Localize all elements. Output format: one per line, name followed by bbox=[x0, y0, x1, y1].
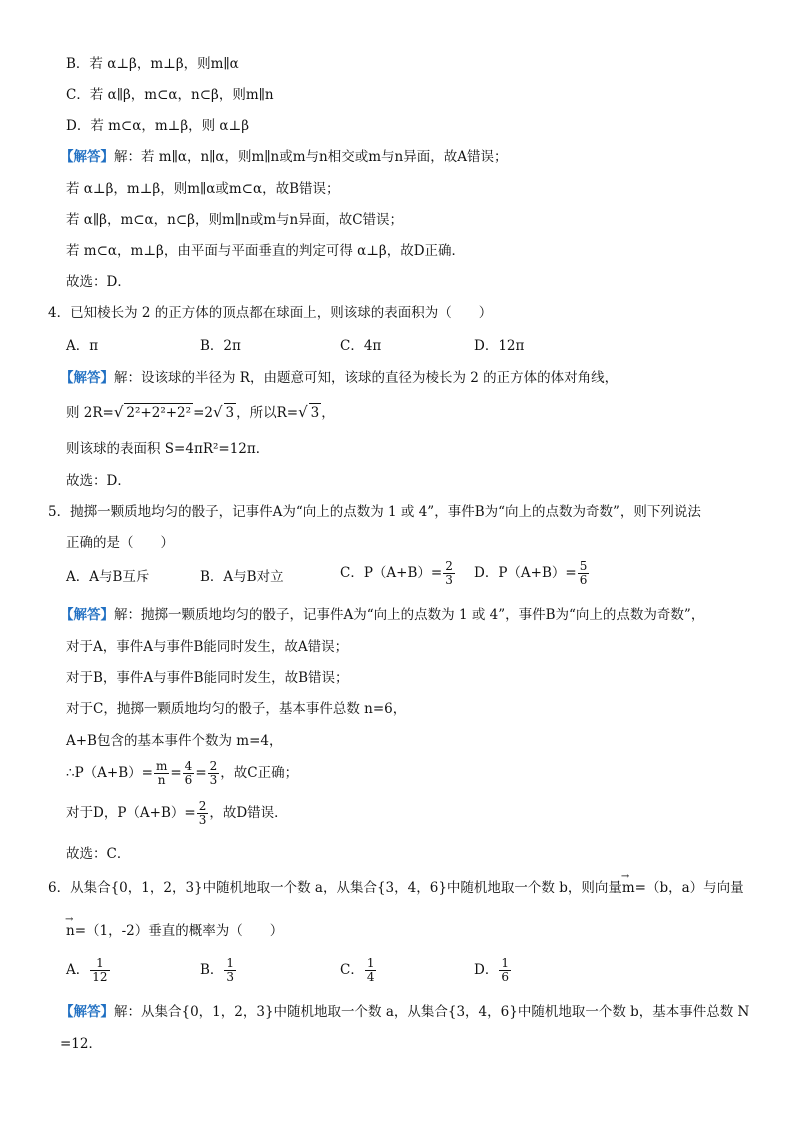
denominator: 4 bbox=[366, 970, 375, 984]
fraction bbox=[224, 957, 236, 984]
answer-tag: 【解答】 bbox=[60, 149, 114, 165]
stem-text: 6．从集合{0，1，2，3}中随机地取一个数 a，从集合{3，4，6}中随机地取一个数 b，则向量 bbox=[48, 880, 622, 896]
sqrt-sign: √ bbox=[113, 403, 124, 421]
fraction bbox=[578, 560, 590, 587]
formula-text: ，故D错误． bbox=[209, 805, 288, 821]
q5-answer-line-2: 对于A，事件A与事件B能同时发生，故A错误； bbox=[66, 639, 349, 655]
fraction bbox=[183, 760, 195, 787]
numerator: 2 bbox=[209, 759, 218, 773]
q3-answer-line-2: 若 α⊥β，m⊥β，则m∥α或m⊂α，故B错误； bbox=[66, 181, 340, 197]
option-text: B． bbox=[200, 962, 224, 978]
formula-text: =2 bbox=[193, 405, 213, 421]
formula-text: 对于D，P（A+B）= bbox=[66, 805, 196, 821]
sqrt-radicand: 2²+2²+2² bbox=[126, 405, 192, 421]
q5-option-c bbox=[340, 560, 456, 587]
fraction bbox=[443, 560, 455, 587]
q4-stem: 4．已知棱长为 2 的正方体的顶点都在球面上，则该球的表面积为（ ） bbox=[48, 305, 493, 321]
answer-text: 解：若 m∥α，n∥α，则m∥n或m与n相交或m与n异面，故A错误； bbox=[114, 149, 508, 165]
q6-option-a bbox=[66, 957, 111, 984]
q5-option-d bbox=[474, 560, 590, 587]
q3-answer-line-1 bbox=[60, 148, 507, 166]
numerator: 1 bbox=[90, 957, 109, 971]
q5-answer-line-5: A+B包含的基本事件个数为 m=4， bbox=[66, 733, 283, 749]
denominator: 6 bbox=[184, 773, 193, 787]
denominator: 6 bbox=[579, 573, 588, 587]
q3-answer-line-3: 若 α∥β，m⊂α，n⊂β，则m∥n或m与n异面，故C错误； bbox=[66, 212, 404, 228]
stem-text: =（1，-2）垂直的概率为（ ） bbox=[74, 923, 284, 939]
vector-n: → n bbox=[66, 922, 75, 940]
denominator: n bbox=[157, 773, 166, 787]
q4-option-b: B．2π bbox=[200, 338, 241, 354]
answer-tag: 【解答】 bbox=[60, 607, 114, 623]
denominator: 3 bbox=[226, 970, 235, 984]
answer-text: 解：从集合{0，1，2，3}中随机地取一个数 a，从集合{3，4，6}中随机地取一个数 b，基本事件总数 N bbox=[114, 1004, 750, 1020]
q6-option-c bbox=[340, 957, 377, 984]
stem-text: =（b，a）与向量 bbox=[634, 880, 744, 896]
q4-option-c: C．4π bbox=[340, 338, 382, 354]
q4-option-d: D．12π bbox=[474, 338, 525, 354]
q4-option-a: A．π bbox=[66, 338, 99, 354]
sqrt-radicand: 3 bbox=[225, 405, 235, 421]
q3-option-b: B．若 α⊥β，m⊥β，则m∥α bbox=[66, 56, 239, 72]
option-text: A． bbox=[66, 962, 90, 978]
numerator: 4 bbox=[184, 759, 193, 773]
formula-text: 则 2R= bbox=[66, 405, 114, 421]
sqrt-sign: √ bbox=[212, 403, 223, 421]
fraction bbox=[208, 760, 220, 787]
sqrt-sign: √ bbox=[298, 403, 308, 421]
numerator: 5 bbox=[579, 559, 588, 573]
q3-option-d: D．若 m⊂α，m⊥β，则 α⊥β bbox=[66, 118, 250, 134]
vector-m: → m bbox=[622, 879, 635, 897]
numerator: 1 bbox=[366, 956, 375, 970]
q5-option-a: A．A与B互斥 bbox=[66, 569, 150, 585]
q3-answer-line-4: 若 m⊂α，m⊥β，由平面与平面垂直的判定可得 α⊥β，故D正确． bbox=[66, 243, 466, 259]
q6-option-b bbox=[200, 957, 237, 984]
answer-tag: 【解答】 bbox=[60, 370, 114, 386]
denominator: 3 bbox=[209, 773, 218, 787]
q5-option-b: B．A与B对立 bbox=[200, 569, 284, 585]
denominator: 6 bbox=[501, 970, 509, 984]
answer-tag: 【解答】 bbox=[60, 1004, 114, 1020]
q4-answer-line-1 bbox=[60, 369, 618, 387]
q3-option-c: C．若 α∥β，m⊂α，n⊂β，则m∥n bbox=[66, 87, 274, 103]
numerator: m bbox=[155, 759, 168, 773]
fraction bbox=[154, 760, 169, 787]
formula-text: = bbox=[195, 765, 207, 781]
q3-choose: 故选：D． bbox=[66, 274, 131, 290]
answer-text: 解：设该球的半径为 R，由题意可知，该球的直径为棱长为 2 的正方体的体对角线， bbox=[114, 370, 619, 386]
numerator: 2 bbox=[445, 559, 453, 573]
q5-answer-line-4: 对于C，抛掷一颗质地均匀的骰子，基本事件总数 n=6， bbox=[66, 701, 407, 717]
q4-answer-line-3: 则该球的表面积 S=4πR²=12π． bbox=[66, 441, 270, 457]
fraction bbox=[499, 957, 511, 984]
formula-text: ∴P（A+B）= bbox=[66, 765, 153, 781]
fraction bbox=[365, 957, 377, 984]
q6-stem-line-1 bbox=[48, 879, 744, 897]
denominator: 12 bbox=[92, 970, 108, 984]
q5-choose: 故选：C． bbox=[66, 846, 131, 862]
q5-answer-line-3: 对于B，事件A与事件B能同时发生，故B错误； bbox=[66, 670, 349, 686]
numerator: 1 bbox=[226, 956, 235, 970]
denominator: 3 bbox=[445, 573, 453, 587]
fraction bbox=[90, 957, 109, 984]
q5-answer-line-1 bbox=[60, 606, 704, 624]
q5-answer-line-7 bbox=[66, 800, 288, 827]
option-text: C． bbox=[340, 962, 364, 978]
q5-stem-line-2: 正确的是（ ） bbox=[66, 535, 174, 551]
q6-answer-line-1 bbox=[60, 1003, 749, 1021]
formula-text: ，所以R= bbox=[236, 405, 299, 421]
answer-text: 解：抛掷一颗质地均匀的骰子，记事件A为“向上的点数为 1 或 4”，事件B为“向上的点数为奇数”， bbox=[114, 607, 705, 623]
q6-option-d bbox=[474, 957, 512, 984]
q4-answer-line-2 bbox=[66, 403, 335, 422]
sqrt-radicand: 3 bbox=[310, 405, 320, 421]
option-text: C．P（A+B）= bbox=[340, 565, 443, 581]
formula-text: = bbox=[170, 765, 182, 781]
option-text: D． bbox=[474, 962, 499, 978]
q5-answer-line-6 bbox=[66, 760, 298, 787]
fraction bbox=[197, 800, 209, 827]
numerator: 1 bbox=[501, 956, 509, 970]
q6-stem-line-2 bbox=[66, 922, 283, 940]
q5-stem-line-1: 5．抛掷一颗质地均匀的骰子，记事件A为“向上的点数为 1 或 4”，事件B为“向上的点数为奇数”，则下列说法 bbox=[48, 504, 701, 520]
denominator: 3 bbox=[198, 813, 207, 827]
option-text: D．P（A+B）= bbox=[474, 565, 577, 581]
q6-answer-line-2: =12． bbox=[60, 1036, 102, 1052]
formula-text: ， bbox=[321, 405, 335, 421]
formula-text: ，故C正确； bbox=[220, 765, 299, 781]
q4-choose: 故选：D． bbox=[66, 473, 131, 489]
numerator: 2 bbox=[198, 799, 207, 813]
